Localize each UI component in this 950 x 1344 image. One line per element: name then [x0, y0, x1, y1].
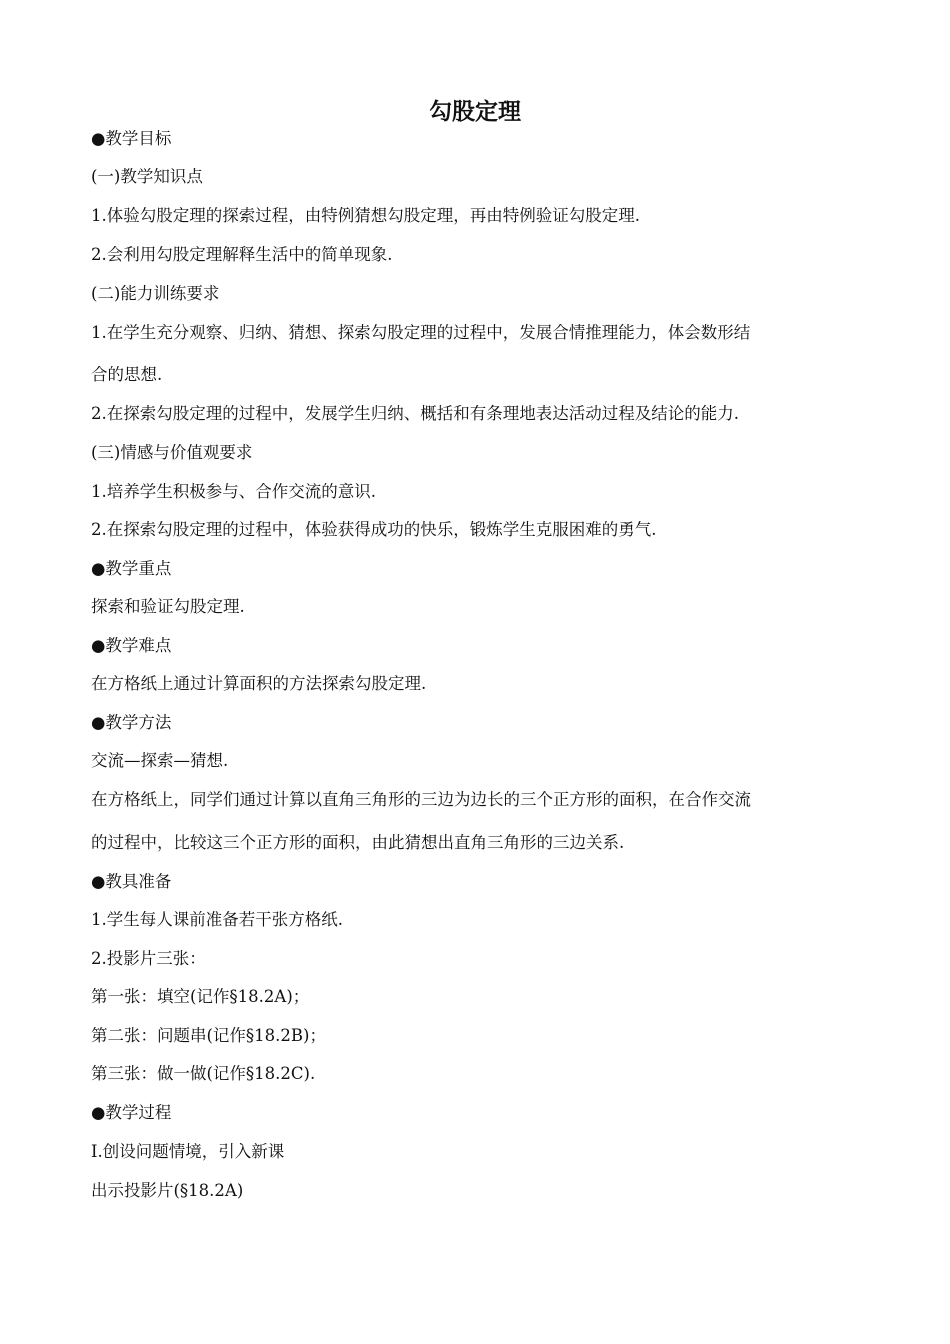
text-line: 1.在学生充分观察、归纳、猜想、探索勾股定理的过程中，发展合情推理能力，体会数形结: [91, 323, 751, 342]
text-line: 在方格纸上，同学们通过计算以直角三角形的三边为边长的三个正方形的面积，在合作交流: [91, 790, 751, 809]
text-line: 交流—探索—猜想.: [91, 751, 229, 770]
text-line: 探索和验证勾股定理.: [91, 597, 245, 616]
section-heading-objectives: ●教学目标: [91, 129, 172, 148]
section-heading-difficulty: ●教学难点: [91, 636, 172, 655]
text-line: 出示投影片(§18.2A): [91, 1181, 244, 1200]
text-line: 合的思想.: [91, 365, 163, 384]
section-heading-materials: ●教具准备: [91, 872, 172, 891]
text-line: 2.会利用勾股定理解释生活中的简单现象.: [91, 245, 393, 264]
text-line: 2.投影片三张：: [91, 949, 206, 968]
subsection-heading-step-1: Ⅰ.创设问题情境，引入新课: [91, 1142, 285, 1161]
page-title: 勾股定理: [429, 99, 521, 125]
text-line: 1.学生每人课前准备若干张方格纸.: [91, 910, 343, 929]
section-heading-method: ●教学方法: [91, 713, 172, 732]
subsection-heading-knowledge: (一)教学知识点: [91, 167, 203, 186]
subsection-heading-values: (三)情感与价值观要求: [91, 443, 253, 462]
text-line: 2.在探索勾股定理的过程中，发展学生归纳、概括和有条理地表达活动过程及结论的能力.: [91, 404, 739, 423]
text-line: 第二张：问题串(记作§18.2B)；: [91, 1026, 326, 1045]
text-line: 第三张：做一做(记作§18.2C).: [91, 1064, 316, 1083]
text-line: 1.培养学生积极参与、合作交流的意识.: [91, 482, 376, 501]
subsection-heading-ability: (二)能力训练要求: [91, 284, 220, 303]
text-line: 在方格纸上通过计算面积的方法探索勾股定理.: [91, 674, 427, 693]
text-line: 2.在探索勾股定理的过程中，体验获得成功的快乐，锻炼学生克服困难的勇气.: [91, 520, 657, 539]
text-line: 第一张：填空(记作§18.2A)；: [91, 987, 310, 1006]
section-heading-process: ●教学过程: [91, 1103, 172, 1122]
section-heading-key-point: ●教学重点: [91, 559, 172, 578]
text-line: 1.体验勾股定理的探索过程，由特例猜想勾股定理，再由特例验证勾股定理.: [91, 206, 640, 225]
text-line: 的过程中，比较这三个正方形的面积，由此猜想出直角三角形的三边关系.: [91, 833, 625, 852]
